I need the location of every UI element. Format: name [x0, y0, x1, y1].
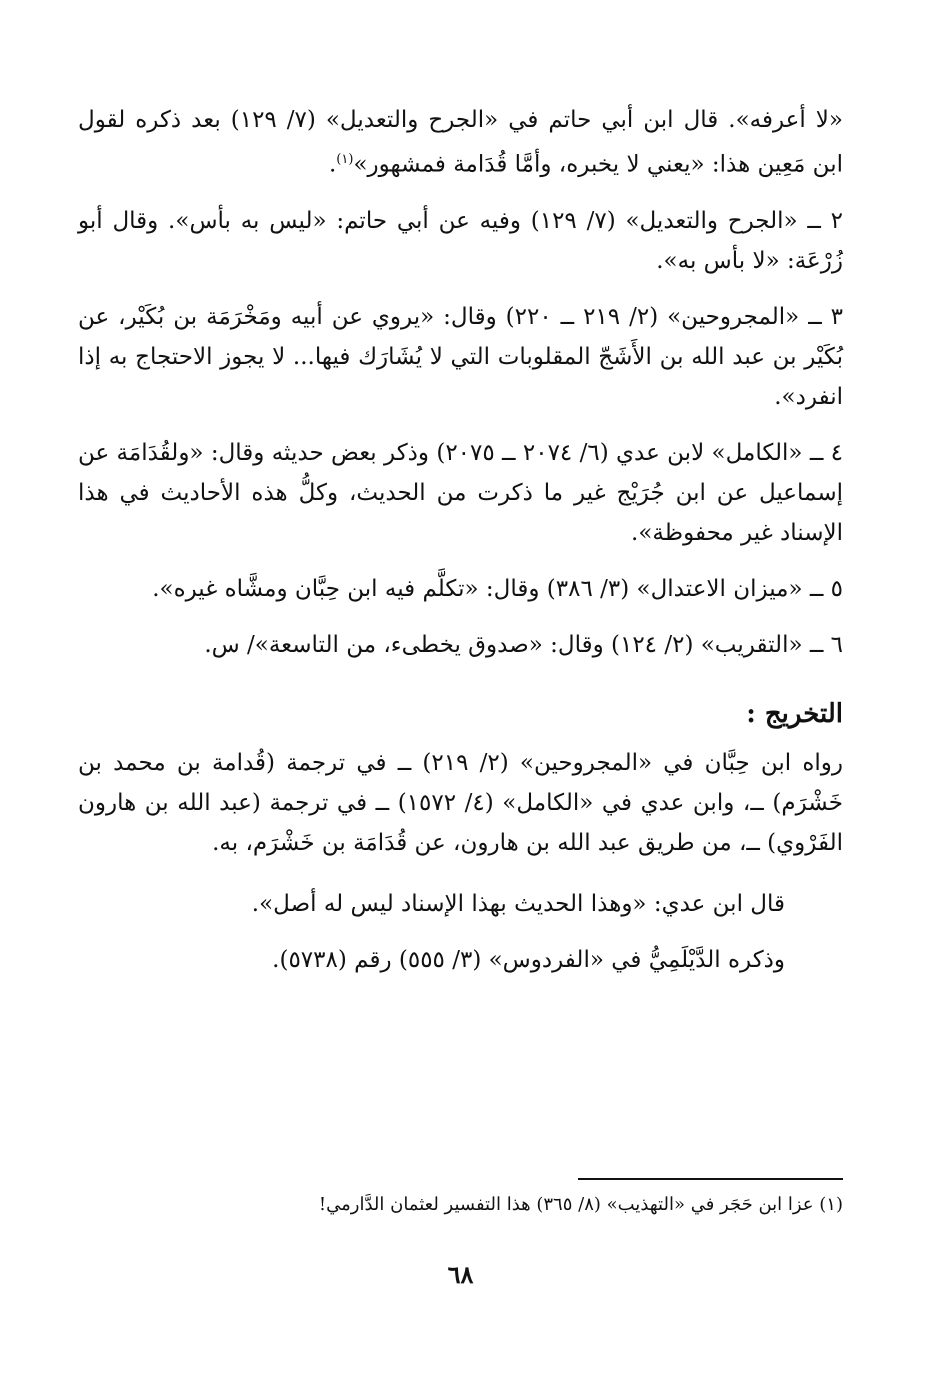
footnote — [78, 1192, 843, 1218]
footnote-text: (١) عزا ابن حَجَر في «التهذيب» (٨/ ٣٦٥) هذا التفسير لعثمان الدَّارمي! — [318, 1194, 843, 1215]
paragraph-1 — [78, 100, 843, 185]
paragraph-2 — [78, 201, 843, 281]
paragraph-6 — [78, 625, 843, 665]
page-number-text: ٦٨ — [447, 1260, 474, 1289]
ibn-adi-quote-text: قال ابن عدي: «وهذا الحديث بهذا الإسناد ليس له أصل». — [251, 890, 785, 917]
takhrij-text: رواه ابن حِبَّان في «المجروحين» (٢/ ٢١٩) ــ في ترجمة (قُدامة بن محمد بن خَشْرَم) ــ، وابن عدي في «الكامل» (٤/ ١٥٧٢) ــ في ترجمة (عبد الله بن هارون الفَرْوي) ــ، من طريق عبد الله بن هارون، عن قُدَامَة بن خَشْرَم، به. — [78, 749, 844, 856]
paragraph-5-text: ٥ ــ «ميزان الاعتدال» (٣/ ٣٨٦) وقال: «تكلَّم فيه ابن حِبَّان ومشَّاه غيره». — [152, 575, 843, 602]
paragraph-6-text: ٦ ــ «التقريب» (٢/ ١٢٤) وقال: «صدوق يخطىء، من التاسعة»/ س. — [204, 631, 843, 658]
takhrij-paragraph — [78, 743, 843, 863]
paragraph-5 — [78, 569, 843, 609]
paragraph-4-text: ٤ ــ «الكامل» لابن عدي (٦/ ٢٠٧٤ ــ ٢٠٧٥) وذكر بعض حديثه وقال: «ولقُدَامَة عن إسماعيل عن ابن جُرَيْج غير ما ذكرت من الحديث، وكلُّ هذه الأحاديث في هذا الإسناد غير محفوظة». — [78, 439, 843, 546]
section-heading — [78, 699, 843, 729]
ibn-adi-quote — [78, 879, 843, 929]
paragraph-3-text: ٣ ــ «المجروحين» (٢/ ٢١٩ ــ ٢٢٠) وقال: «يروي عن أبيه ومَخْرَمَة بن بُكَيْر، عن بُكَيْر بن عبد الله بن الأَشَجّ المقلوبات التي لا يُشَارَك فيها... لا يجوز الاحتجاج به إذا انفرد». — [78, 303, 843, 410]
paragraph-2-text: ٢ ــ «الجرح والتعديل» (٧/ ١٢٩) وفيه عن أبي حاتم: «ليس به بأس». وقال أبو زُرْعَة: «لا بأس به». — [78, 207, 843, 274]
paragraph-1-tail: . — [328, 151, 337, 178]
footnote-divider — [578, 1178, 843, 1180]
paragraph-1-text: «لا أعرفه». قال ابن أبي حاتم في «الجرح والتعديل» (٧/ ١٢٩) بعد ذكره لقول ابن مَعِين هذا: «يعني لا يخبره، وأمَّا قُدَامة فمشهور» — [78, 107, 843, 178]
book-page — [78, 100, 843, 1300]
footnote-marker[interactable]: (١) — [336, 152, 354, 167]
daylami-reference — [78, 935, 843, 985]
daylami-reference-text: وذكره الدَّيْلَمِيُّ في «الفردوس» (٣/ ٥٥٥) رقم (٥٧٣٨). — [272, 946, 785, 973]
paragraph-3 — [78, 297, 843, 417]
section-heading-text: التخريج : — [746, 698, 843, 729]
page-number — [78, 1260, 843, 1289]
paragraph-4 — [78, 433, 843, 553]
